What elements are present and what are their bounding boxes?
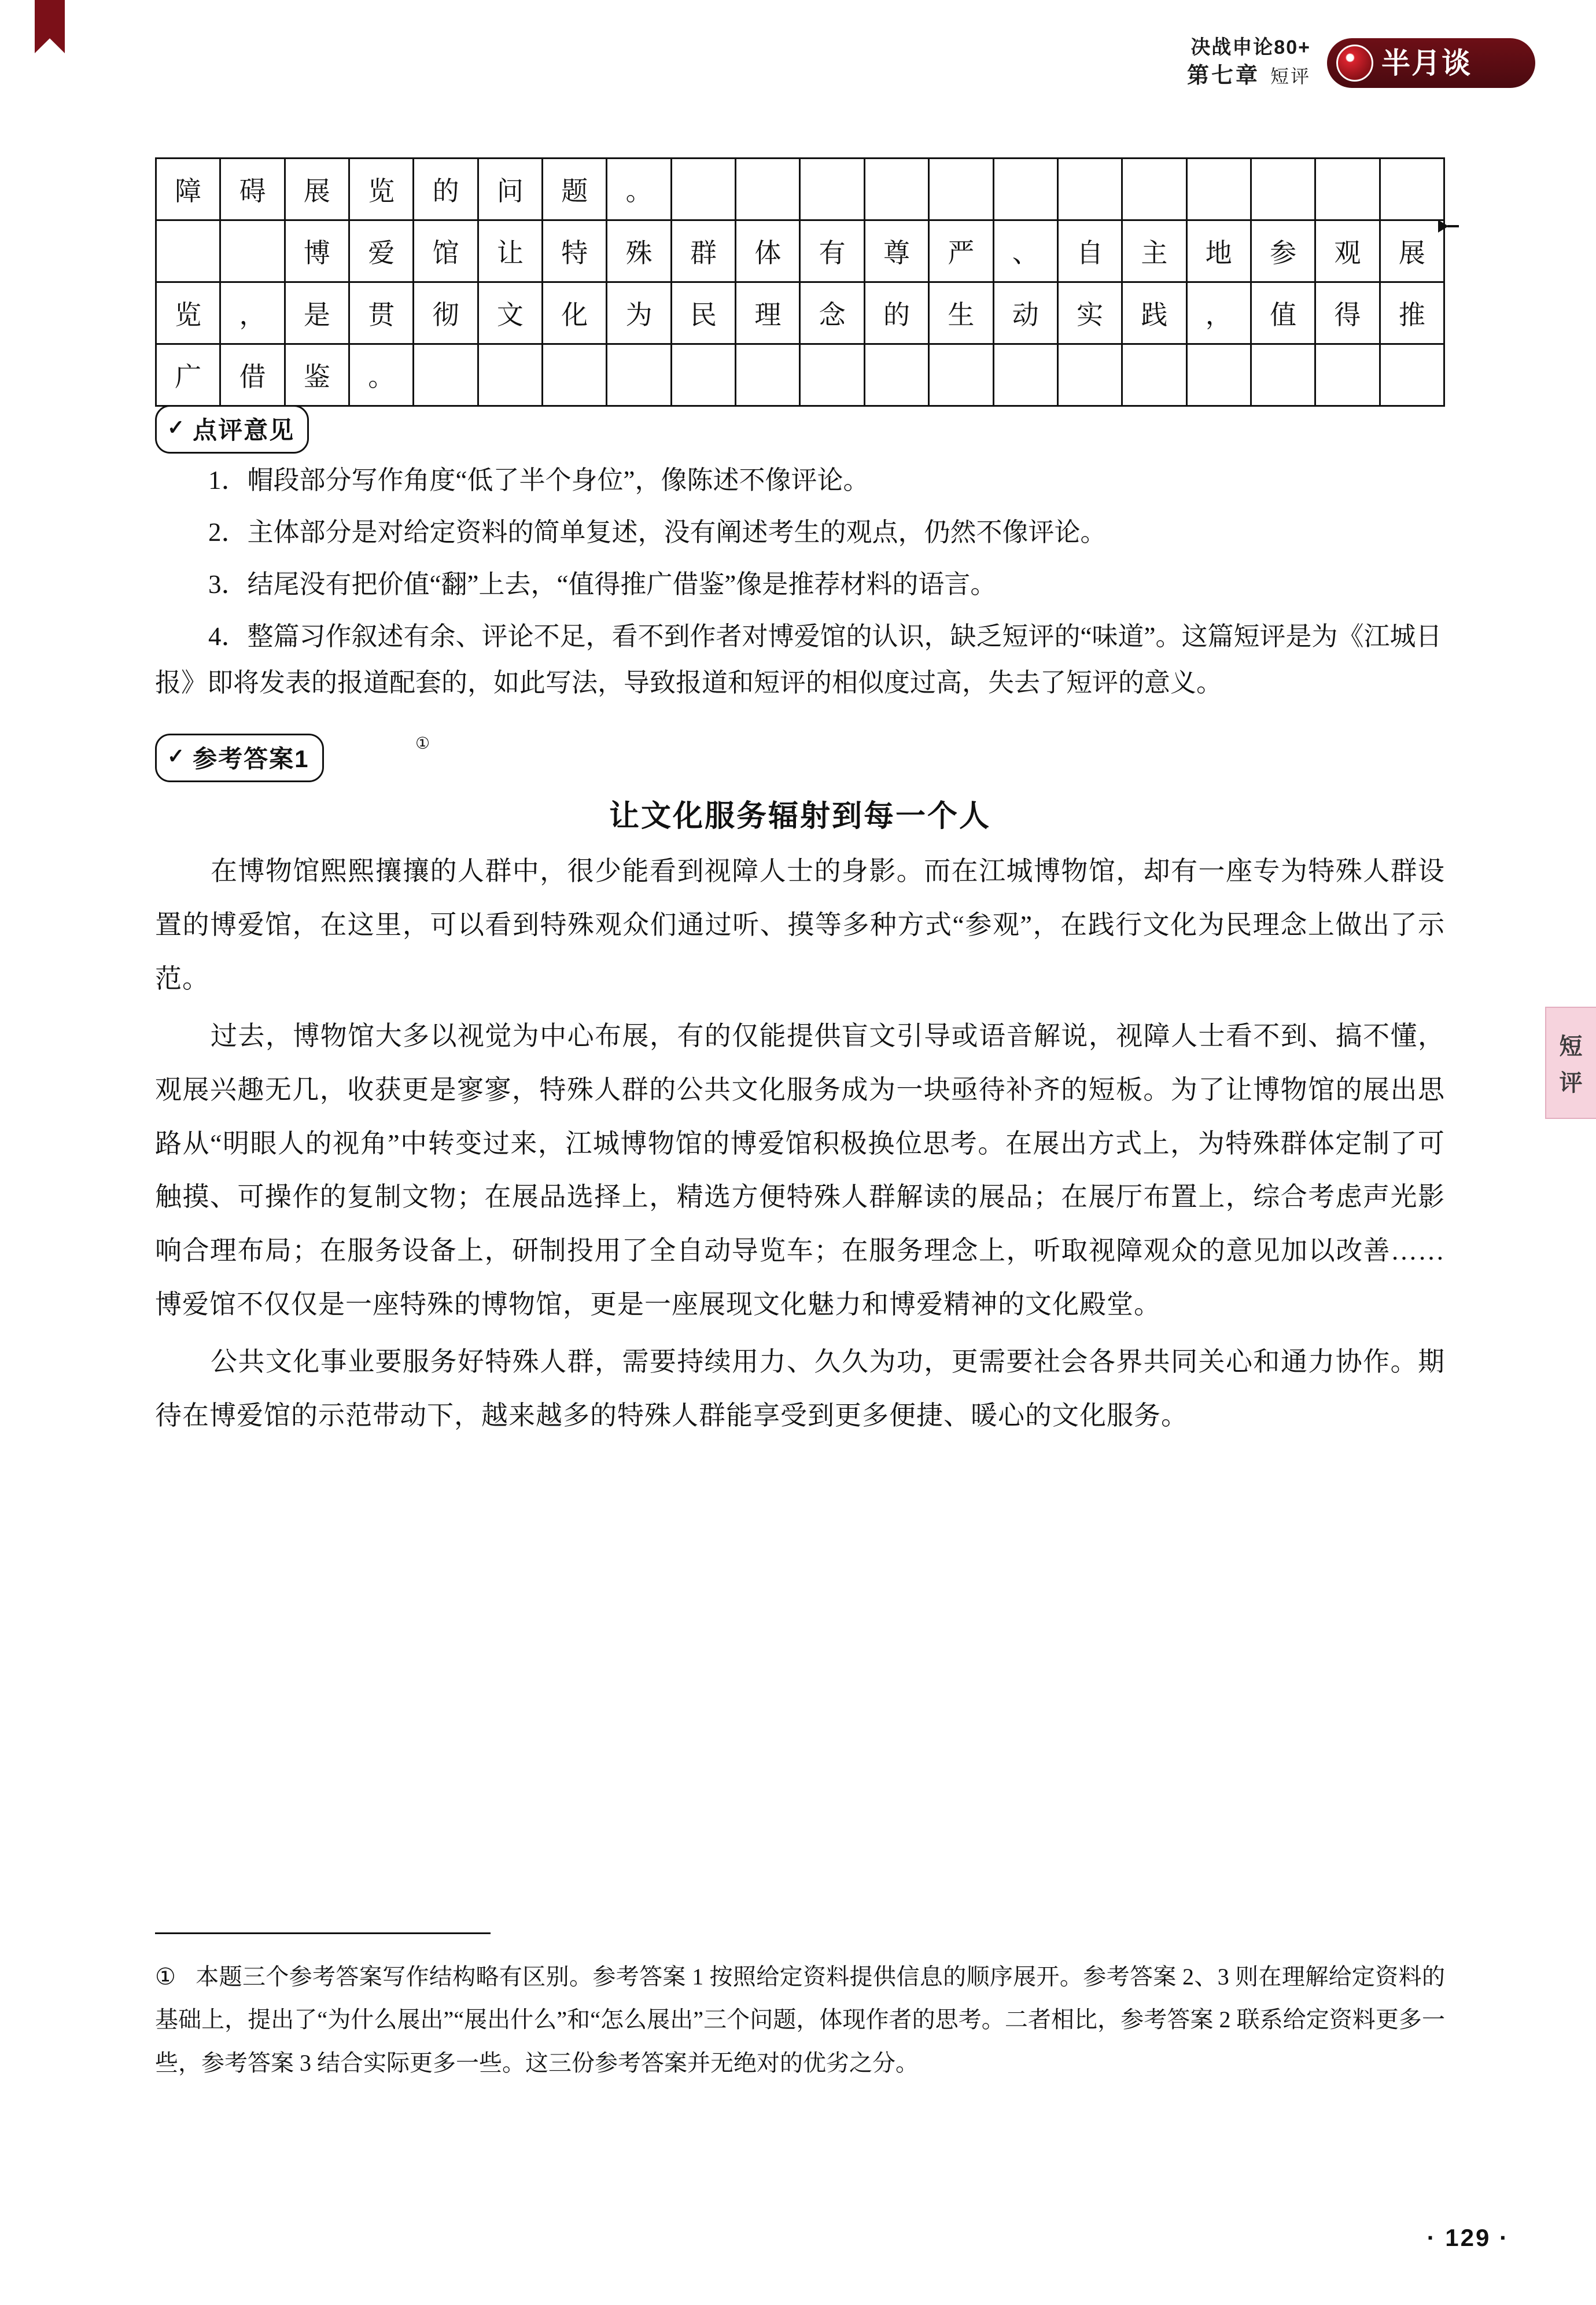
grid-cell[interactable]: ， — [1188, 283, 1252, 343]
grid-cell[interactable]: 殊 — [607, 221, 672, 281]
grid-cell[interactable]: 实 — [1059, 283, 1123, 343]
grid-cell[interactable] — [607, 345, 672, 405]
grid-cell[interactable]: 的 — [414, 159, 478, 219]
grid-cell[interactable]: 推 — [1381, 283, 1445, 343]
grid-cell[interactable] — [994, 345, 1059, 405]
footnote-paragraph — [155, 1956, 1445, 2085]
grid-cell[interactable]: 生 — [930, 283, 994, 343]
grid-cell[interactable]: 、 — [994, 221, 1059, 281]
chapter-name: 短评 — [1270, 65, 1311, 87]
essay-paragraph: 过去，博物馆大多以视觉为中心布展，有的仅能提供盲文引导或语音解说，视障人士看不到、搞不懂，观展兴趣无几，收获更是寥寥，特殊人群的公共文化服务成为一块亟待补齐的短板。为了让博物馆的展出思路从“明眼人的视角”中转变过来，江城博物馆的博爱馆积极换位思考。在展出方式上，为特殊群体定制了可触摸、可操作的复制文物；在展品选择上，精选方便特殊人群解读的展品；在展厅布置上，综合考虑声光影响合理布局；在服务设备上，研制投用了全自动导览车；在服务理念上，听取视障观众的意见加以改善……博爱馆不仅仅是一座特殊的博物馆，更是一座展现文化魅力和博爱精神的文化殿堂。 — [155, 1021, 1445, 1320]
grid-cell[interactable] — [736, 159, 801, 219]
grid-cell[interactable]: 化 — [543, 283, 607, 343]
grid-cell[interactable]: 得 — [1316, 283, 1380, 343]
grid-cell[interactable]: 严 — [930, 221, 994, 281]
grid-cell[interactable]: 障 — [157, 159, 221, 219]
grid-cell[interactable]: 是 — [286, 283, 350, 343]
grid-cell[interactable]: 特 — [543, 221, 607, 281]
grid-row — [155, 219, 1445, 281]
grid-cell[interactable]: 。 — [607, 159, 672, 219]
grid-cell[interactable]: 彻 — [414, 283, 478, 343]
grid-cell[interactable] — [930, 345, 994, 405]
page-header — [1187, 35, 1535, 91]
grid-cell[interactable]: ， — [221, 283, 285, 343]
answer-grid — [155, 157, 1445, 407]
grid-cell[interactable] — [736, 345, 801, 405]
grid-row — [155, 281, 1445, 343]
chapter-number: 第七章 — [1186, 63, 1260, 88]
grid-cell[interactable] — [994, 159, 1059, 219]
grid-cell[interactable]: 有 — [801, 221, 865, 281]
comment-section-tag-label: 点评意见 — [193, 417, 295, 444]
grid-cell[interactable] — [930, 159, 994, 219]
grid-cell[interactable] — [1188, 345, 1252, 405]
grid-cell[interactable]: 让 — [479, 221, 543, 281]
grid-cell[interactable] — [865, 345, 930, 405]
grid-cell[interactable]: 展 — [286, 159, 350, 219]
grid-cell[interactable] — [1188, 159, 1252, 219]
grid-cell[interactable]: 贯 — [350, 283, 414, 343]
footnote-divider — [155, 1932, 491, 1934]
book-title: 决战申论80+ — [1190, 36, 1311, 58]
grid-cell[interactable] — [1252, 159, 1316, 219]
grid-cell[interactable] — [1252, 345, 1316, 405]
essay-paragraph: 在博物馆熙熙攘攘的人群中，很少能看到视障人士的身影。而在江城博物馆，却有一座专为特殊人群设置的博爱馆，在这里，可以看到特殊观众们通过听、摸等多种方式“参观”，在践行文化为民理念上做出了示范。 — [155, 856, 1445, 993]
grid-cell[interactable]: 博 — [286, 221, 350, 281]
grid-cell[interactable] — [1316, 345, 1380, 405]
footnote-block — [155, 1956, 1445, 2085]
logo-circle-icon — [1336, 45, 1373, 82]
grid-cell[interactable]: 碍 — [221, 159, 285, 219]
check-circle-icon: ✓ — [167, 415, 186, 439]
grid-cell[interactable] — [157, 221, 221, 281]
grid-cell[interactable] — [1123, 159, 1187, 219]
header-text-block — [1187, 35, 1311, 91]
brand-logo — [1327, 38, 1535, 88]
grid-cell[interactable]: 爱 — [350, 221, 414, 281]
grid-row — [155, 343, 1445, 407]
grid-cell[interactable]: 展 — [1381, 221, 1445, 281]
grid-cell[interactable] — [801, 159, 865, 219]
grid-cell[interactable] — [221, 221, 285, 281]
grid-cell[interactable]: 念 — [801, 283, 865, 343]
side-tab-char-2: 评 — [1559, 1070, 1583, 1096]
grid-arrow-marker — [1438, 220, 1458, 240]
grid-cell[interactable]: 广 — [157, 345, 221, 405]
comment-item: 3．结尾没有把价值“翻”上去，“值得推广借鉴”像是推荐材料的语言。 — [208, 570, 997, 599]
grid-cell[interactable]: 地 — [1188, 221, 1252, 281]
grid-cell[interactable]: 览 — [157, 283, 221, 343]
grid-cell[interactable]: 体 — [736, 221, 801, 281]
grid-cell[interactable]: 群 — [672, 221, 736, 281]
grid-cell[interactable]: 理 — [736, 283, 801, 343]
grid-cell[interactable] — [479, 345, 543, 405]
grid-cell[interactable] — [801, 345, 865, 405]
grid-cell[interactable]: 借 — [221, 345, 285, 405]
grid-cell[interactable] — [672, 159, 736, 219]
grid-cell[interactable]: 鉴 — [286, 345, 350, 405]
grid-cell[interactable]: 值 — [1252, 283, 1316, 343]
comment-item: 4．整篇习作叙述有余、评论不足，看不到作者对博爱馆的认识，缺乏短评的“味道”。这篇短评是为《江城日报》即将发表的报道配套的，如此写法，导致报道和短评的相似度过高，失去了短评的意义。 — [155, 622, 1442, 698]
logo-text: 半月谈 — [1381, 46, 1472, 79]
grid-cell[interactable]: 问 — [479, 159, 543, 219]
grid-cell[interactable] — [1059, 159, 1123, 219]
grid-cell[interactable] — [865, 159, 930, 219]
grid-cell[interactable]: 文 — [479, 283, 543, 343]
grid-cell[interactable]: 。 — [350, 345, 414, 405]
answer-section-tag-label: 参考答案1 — [193, 745, 309, 772]
grid-cell[interactable] — [1059, 345, 1123, 405]
footnote-text: 本题三个参考答案写作结构略有区别。参考答案 1 按照给定资料提供信息的顺序展开。参考答案 2、3 则在理解给定资料的基础上，提出了“为什么展出”“展出什么”和“怎么展出”三个问题，体现作者的思考。二者相比，参考答案 2 联系给定资料更多一些，参考答案 3 结合实际更多一些。这三份参考答案并无绝对的优劣之分。 — [155, 1964, 1446, 2076]
footnote-mark: ① — [155, 1964, 176, 1990]
grid-cell[interactable]: 动 — [994, 283, 1059, 343]
grid-cell[interactable] — [1123, 345, 1187, 405]
comment-list — [155, 457, 1445, 712]
grid-row — [155, 157, 1445, 219]
grid-cell[interactable] — [1381, 345, 1445, 405]
grid-cell[interactable] — [414, 345, 478, 405]
comment-item: 1．帽段部分写作角度“低了半个身位”，像陈述不像评论。 — [208, 466, 869, 495]
comment-section-tag — [155, 405, 309, 454]
grid-cell[interactable]: 览 — [350, 159, 414, 219]
grid-cell[interactable]: 观 — [1316, 221, 1380, 281]
essay-paragraph: 公共文化事业要服务好特殊人群，需要持续用力、久久为功，更需要社会各界共同关心和通力协作。期待在博爱馆的示范带动下，越来越多的特殊人群能享受到更多便捷、暖心的文化服务。 — [155, 1347, 1445, 1431]
comment-item: 2．主体部分是对给定资料的简单复述，没有阐述考生的观点，仍然不像评论。 — [208, 518, 1107, 547]
footnote-superscript: ① — [415, 734, 430, 752]
side-chapter-tab — [1545, 1007, 1596, 1119]
grid-cell[interactable]: 为 — [607, 283, 672, 343]
grid-cell[interactable] — [1316, 159, 1380, 219]
grid-cell[interactable]: 自 — [1059, 221, 1123, 281]
grid-cell[interactable]: 民 — [672, 283, 736, 343]
essay-body — [155, 845, 1445, 1446]
grid-cell[interactable] — [543, 345, 607, 405]
grid-cell[interactable]: 题 — [543, 159, 607, 219]
grid-cell[interactable]: 尊 — [865, 221, 930, 281]
grid-cell[interactable]: 参 — [1252, 221, 1316, 281]
grid-cell[interactable]: 践 — [1123, 283, 1187, 343]
chapter-label — [1187, 61, 1311, 91]
grid-cell[interactable]: 的 — [865, 283, 930, 343]
side-tab-char-1: 短 — [1559, 1034, 1583, 1059]
grid-cell[interactable]: 馆 — [414, 221, 478, 281]
essay-title: 让文化服务辐射到每一个人 — [609, 800, 991, 833]
check-circle-icon: ✓ — [167, 744, 186, 768]
grid-cell[interactable]: 主 — [1123, 221, 1187, 281]
grid-cell[interactable] — [672, 345, 736, 405]
grid-cell[interactable] — [1381, 159, 1445, 219]
page-number: · 129 · — [1427, 2224, 1509, 2251]
answer-section-tag — [155, 734, 324, 782]
corner-flag-decoration — [35, 0, 65, 53]
